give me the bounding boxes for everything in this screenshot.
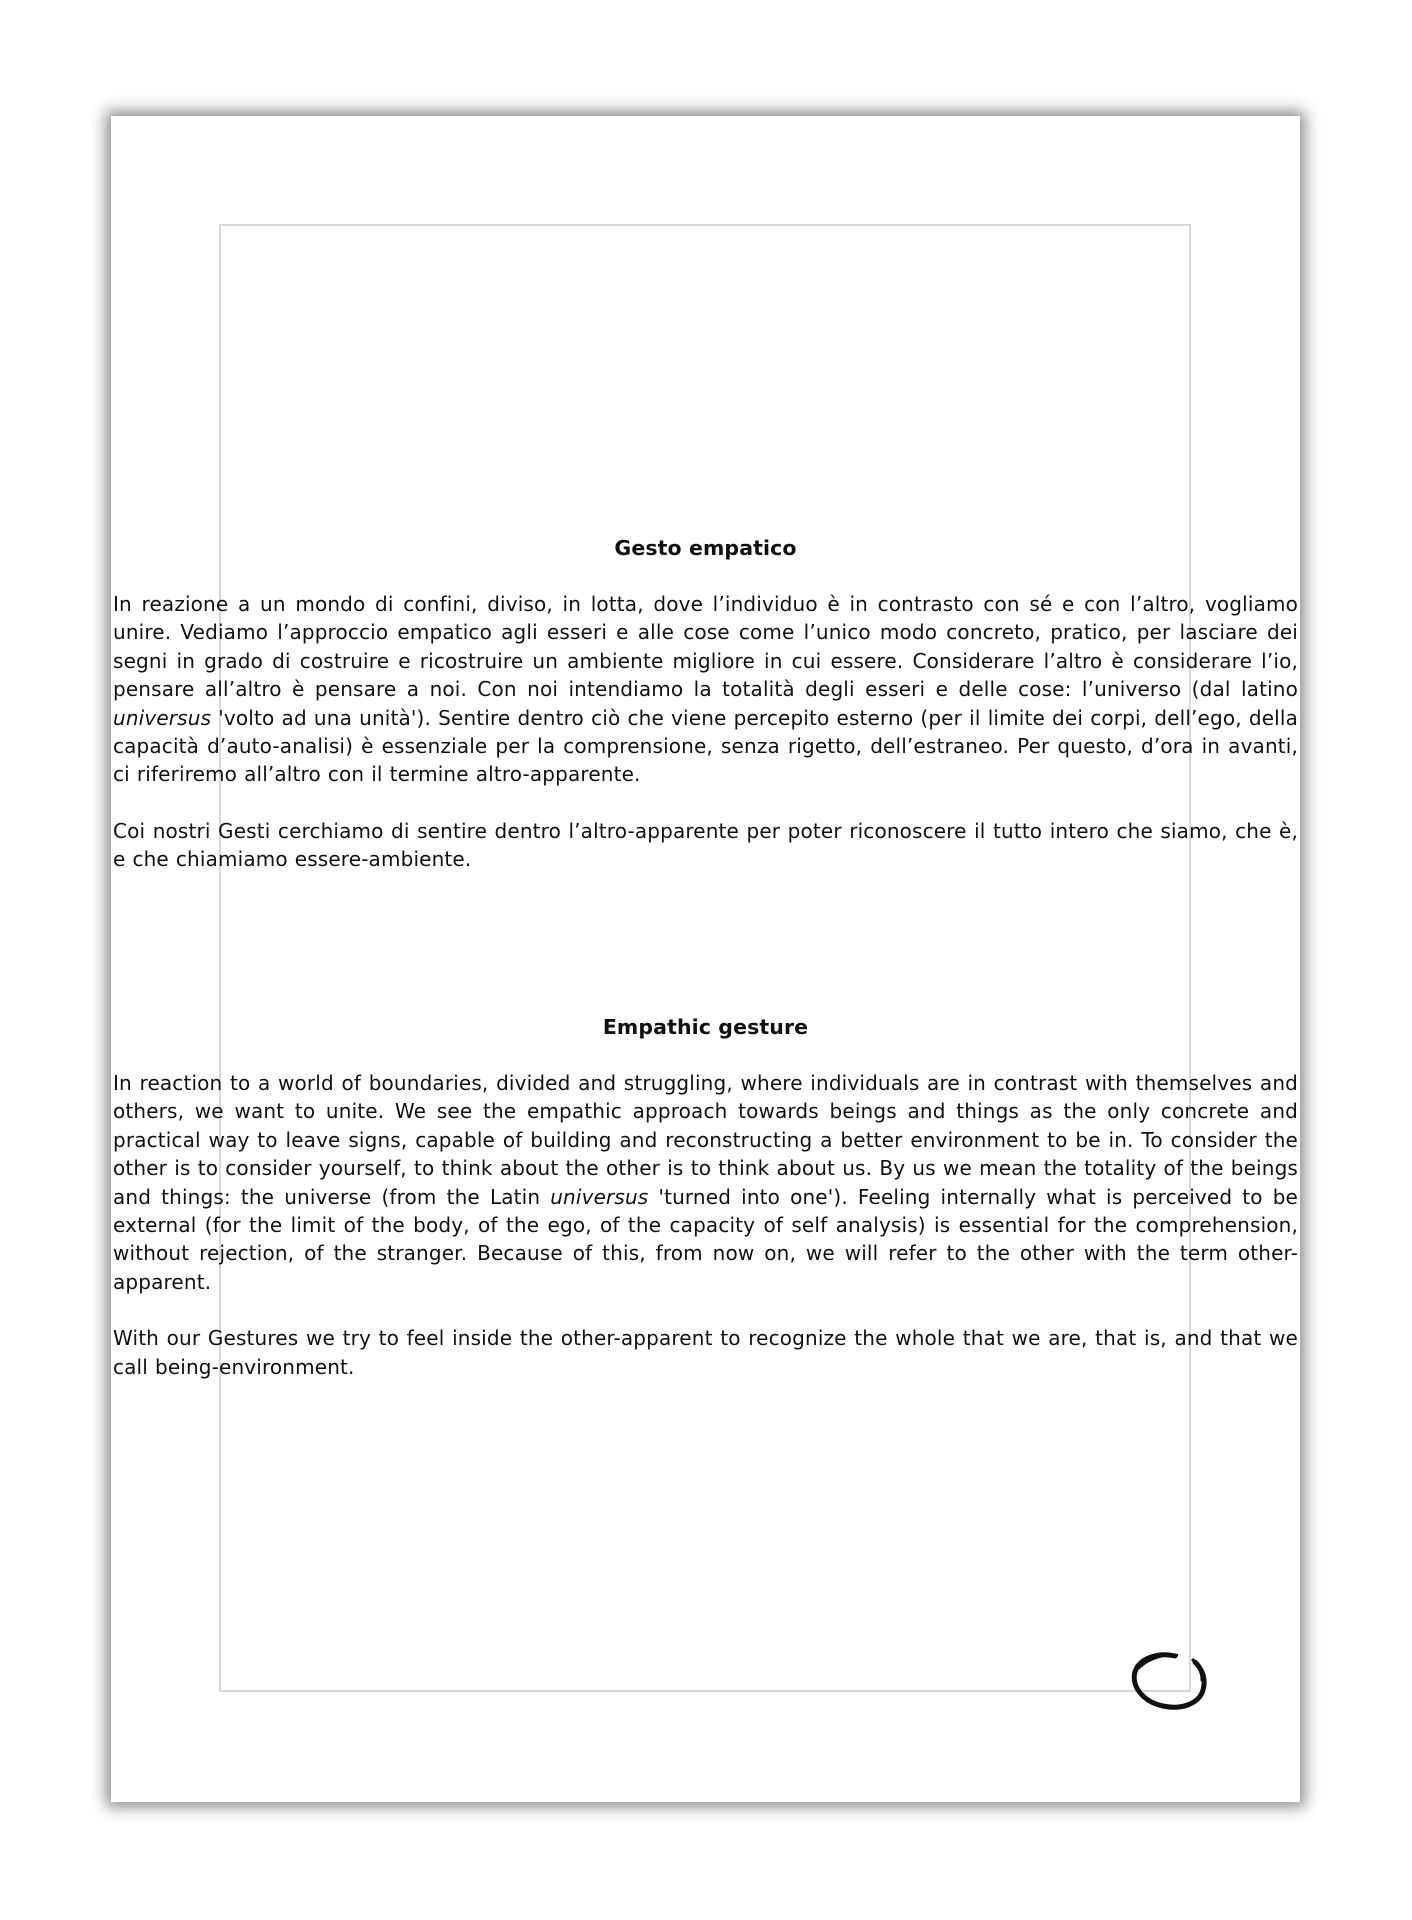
inner-frame-border [219,224,1191,1692]
italian-p1-text-a: In reazione a un mondo di confini, diviso, in lotta, dove l’individuo è in contrasto con sé e con l’altro, vogliamo unire. Vediamo l’approccio empatico agli esseri e alle cose come l’unico modo concreto, pratico, per lasciare dei segni in grado di costruire e ricostruire un ambiente migliore in cui essere. Considerare l’altro è considerare l’io, pensare all’altro è pensare a noi. Con noi intendiamo la totalità degli esseri e delle cose: l’universo (dal latino [113,592,1298,702]
italian-title: Gesto empatico [614,536,797,560]
english-p1-text-b: 'turned into one'). Feeling internally what is perceived to be external (for the limit of the body, of the ego, of the capacity of self analysis) is essential for the comprehension, without rejection, of the stranger. Because of this, from now on, we will refer to the other with the term other-apparent. [113,1184,1298,1294]
english-paragraph-1 [113,1069,1298,1296]
italian-paragraph-2: Coi nostri Gesti cerchiamo di sentire dentro l’altro-apparente per poter riconoscere il tutto intero che siamo, che è, e che chiamiamo essere-ambiente. [113,818,1298,872]
english-paragraph-2: With our Gestures we try to feel inside the other-apparent to recognize the whole that we are, that is, and that we call being-environment. [113,1326,1298,1379]
enso-circle-logo-icon [1129,1650,1209,1712]
italian-section [113,534,1298,874]
italian-p1-text-b: 'volto ad una unità'). Sentire dentro ciò che viene percepito esterno (per il limite dei corpi, dell’ego, della capacità d’auto-analisi) è essenziale per la comprensione, senza rigetto, dell’estraneo. Per questo, d’ora in avanti, ci riferiremo all’altro con il termine altro-apparente. [113,705,1298,787]
italian-p1-italic: universus [113,705,212,730]
document-page [111,116,1300,1802]
english-title: Empathic gesture [602,1015,809,1039]
english-section [113,1013,1298,1381]
english-p1-italic: universus [550,1184,649,1209]
italian-paragraph-1 [113,590,1298,789]
english-p1-text-a: In reaction to a world of boundaries, divided and struggling, where individuals are in contrast with themselves and others, we want to unite. We see the empathic approach towards beings and things as the only concrete and practical way to leave signs, capable of building and reconstructing a better environment to be in. To consider the other is to consider yourself, to think about the other is to think about us. By us we mean the totality of the beings and things: the universe (from the Latin [113,1071,1298,1209]
